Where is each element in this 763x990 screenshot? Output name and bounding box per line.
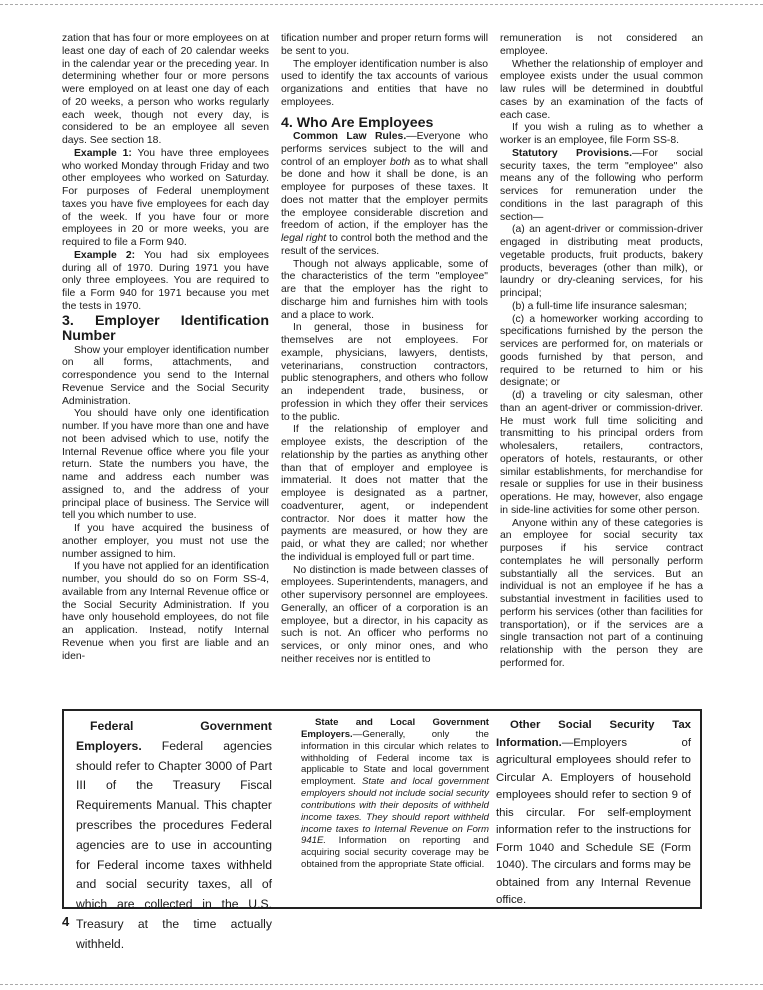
paragraph: remuneration is not considered an employee.: [500, 33, 703, 57]
other-social-security-text: —Employers of agricultural employees should refer to Circular A. Employers of household employees should refer to section 9 of this circular. For self-employment information refer to the instructions for Form 1040 and Schedule SE (Form 1040). The circulars and forms may be obtained from any Internal Revenue office.: [496, 736, 691, 906]
paragraph: zation that has four or more employees on at least one day of each of 20 calendar weeks in the calendar year or the preceding year. In determining whether four or more persons were employed on at least one day of each of 20 weeks, a person who works regularly each week, though not every day, is considered to be an employee all seven days. See section 18.: [62, 33, 269, 146]
emphasis: both: [389, 156, 411, 168]
state-local-employers-label: State and Local Government Employers.: [301, 717, 489, 740]
federal-employers-text: Federal agencies should refer to Chapter 3000 of Part III of the Treasury Fiscal Requirements Manual. This chapter prescribes the procedures Federal agencies are to use in accounting for Federal income taxes withheld and social security taxes, all of which are collected in the U.S. Treasury at the time actually withheld.: [76, 738, 272, 951]
other-social-security-label: Other Social Security Tax Information.: [496, 719, 691, 749]
column-3: [500, 33, 703, 671]
list-item-a: (a) an agent-driver or commission-driver engaged in distributing meat products, vegetable products, fruit products, bakery products, beverages (other than milk), or laundry or dry-cleaning services, for his principal;: [500, 224, 703, 299]
example-1-paragraph: [62, 148, 269, 250]
federal-employers-label: Federal Government Employers.: [76, 719, 272, 753]
text-run: to control both the method and the result of the services.: [281, 233, 488, 257]
common-law-rules-label: Common Law Rules.: [293, 131, 407, 142]
notice-box: [62, 709, 702, 951]
text-run: —Generally, only the information in this circular which relates to withholding of Federal income tax is applicable to State and local government employment.: [301, 728, 489, 788]
federal-employers-notice: [76, 717, 272, 955]
text-run: as to what shall be done and how it shall be done, is an employee for purposes of these taxes. It does not matter that the employer permits the employee considerable discretion and freedom of action, if the employer has the: [281, 156, 488, 232]
text-run: —For social security taxes, the term "employee" also means any of the following who perform services for remuneration under the conditions in the last paragraph of this section—: [500, 147, 703, 223]
top-edge-rule: [0, 4, 763, 5]
emphasis: legal right: [281, 233, 327, 244]
example-2-paragraph: [62, 250, 269, 314]
paragraph: The employer identification number is also used to identify the tax accounts of various organizations and entities that have no employees.: [281, 58, 488, 108]
paragraph: No distinction is made between classes of employees. Superintendents, managers, and other supervisory personnel are employees. Generally, an officer of a corporation is an employee, but a director, in his capacity as such is not. An officer who performs no services, or only minor ones, and who neither receives nor is entitled to: [281, 564, 488, 665]
paragraph: tification number and proper return forms will be sent to you.: [281, 33, 488, 57]
paragraph: If you have not applied for an identification number, you should do so on Form SS-4, available from any Internal Revenue office or the Social Security Administration. If you have only household employees, do not file an application. Instead, notify Internal Revenue when you first are liable and an iden-: [62, 561, 269, 662]
common-law-rules-paragraph: [281, 131, 488, 259]
paragraph: If you wish a ruling as to whether a worker is an employee, file Form SS-8.: [500, 122, 703, 146]
other-social-security-notice: [496, 717, 691, 910]
list-item-b: (b) a full-time life insurance salesman;: [512, 300, 687, 312]
statutory-provisions-label: Statutory Provisions.: [512, 147, 633, 159]
paragraph: Show your employer identification number on all forms, attachments, and correspondence you send to the Internal Revenue Service and the Social Security Administration.: [62, 344, 269, 407]
section-3-heading: 3. Employer Identification Number: [62, 312, 269, 344]
example-2-label: Example 2:: [74, 249, 136, 261]
list-item-d: (d) a traveling or city salesman, other than an agent-driver or commission-driver. He must work full time soliciting and transmitting to his principal orders from wholesalers, retailers, contractors, operators of hotels, restaurants, or other similar establishments, for merchandise for resale or supplies for use in their business operations. He may, however, also engage in side-line activities for some other person.: [500, 390, 703, 516]
page-number: 4: [62, 914, 70, 929]
text-run: Information on reporting and acquiring social security coverage may be obtained from the appropriate State official.: [301, 835, 489, 871]
statutory-provisions-paragraph: [500, 148, 703, 225]
paragraph: You should have only one identification number. If you have more than one and have not been advised which to use, notify the Internal Revenue office where you file your return. State the numbers you have, the name and address each number was assigned to, and the address of your principal place of business. The Service will tell you which number to use.: [62, 408, 269, 522]
paragraph: Though not always applicable, some of the characteristics of the term "employee" are that the employer has the right to discharge him and furnishes him with tools and a place to work.: [281, 258, 488, 321]
paragraph: If you have acquired the business of another employer, you must not use the number assigned to him.: [62, 523, 269, 560]
column-1: [62, 33, 269, 663]
list-item-c: (c) a homeworker working according to specifications furnished by the person the services are performed for, on materials or goods furnished by that person, and required to be returned to him or his designate; or: [500, 313, 703, 389]
bottom-edge-rule: [0, 984, 763, 985]
column-2: [281, 33, 488, 667]
example-1-text: You have three employees who worked Monday through Friday and two other employees who worked on Saturday. For purposes of Federal unemployment taxes you have five employees for each day of the week. If you have four or more employees in 20 or more weeks, you are required to file a Form 940.: [62, 147, 269, 248]
section-4-heading: 4. Who Are Employees: [281, 114, 434, 131]
example-2-text: You had six employees during all of 1970. During 1971 you have only three employees. You are required to file a Form 940 for 1971 because you met the tests in 1970.: [62, 249, 269, 312]
paragraph: If the relationship of employer and employee exists, the description of the relationship by the parties as anything other than that of employer and employee is immaterial. It does not matter that the employee is designated as a partner, coadventurer, agent, or independent contractor. Nor does it matter how the payments are measured, or how they are paid, or what they are called; nor whether the individual is employed full or part time.: [281, 424, 488, 563]
text-run: —Everyone who performs services subject to the will and control of an employer: [281, 131, 488, 168]
paragraph: Anyone within any of these categories is an employee for social security tax purposes if his service contract contemplates he will personally perform substantially all the services. But an individual is not an employee if he has a substantial investment in facilities used to perform his services (other than facilities for transportation), or if the services are a single transaction not part of a continuing relationship with the person they are performed for.: [500, 517, 703, 669]
paragraph: In general, those in business for themselves are not employees. For example, physicians, lawyers, dentists, veterinarians, construction contractors, public stenographers, and others who follow an independent trade, business, or profession in which they offer their services to the public.: [281, 322, 488, 423]
example-1-label: Example 1:: [74, 147, 132, 159]
state-local-employers-notice: [301, 717, 489, 871]
emphasis: State and local government employers should not include social security contributions with their deposits of withheld income taxes. They should report withheld income taxes to Internal Revenue on Form 941E.: [301, 776, 489, 847]
paragraph: Whether the relationship of employer and employee exists under the usual common law rules will be determined in doubtful cases by an examination of the facts of each case.: [500, 58, 703, 121]
